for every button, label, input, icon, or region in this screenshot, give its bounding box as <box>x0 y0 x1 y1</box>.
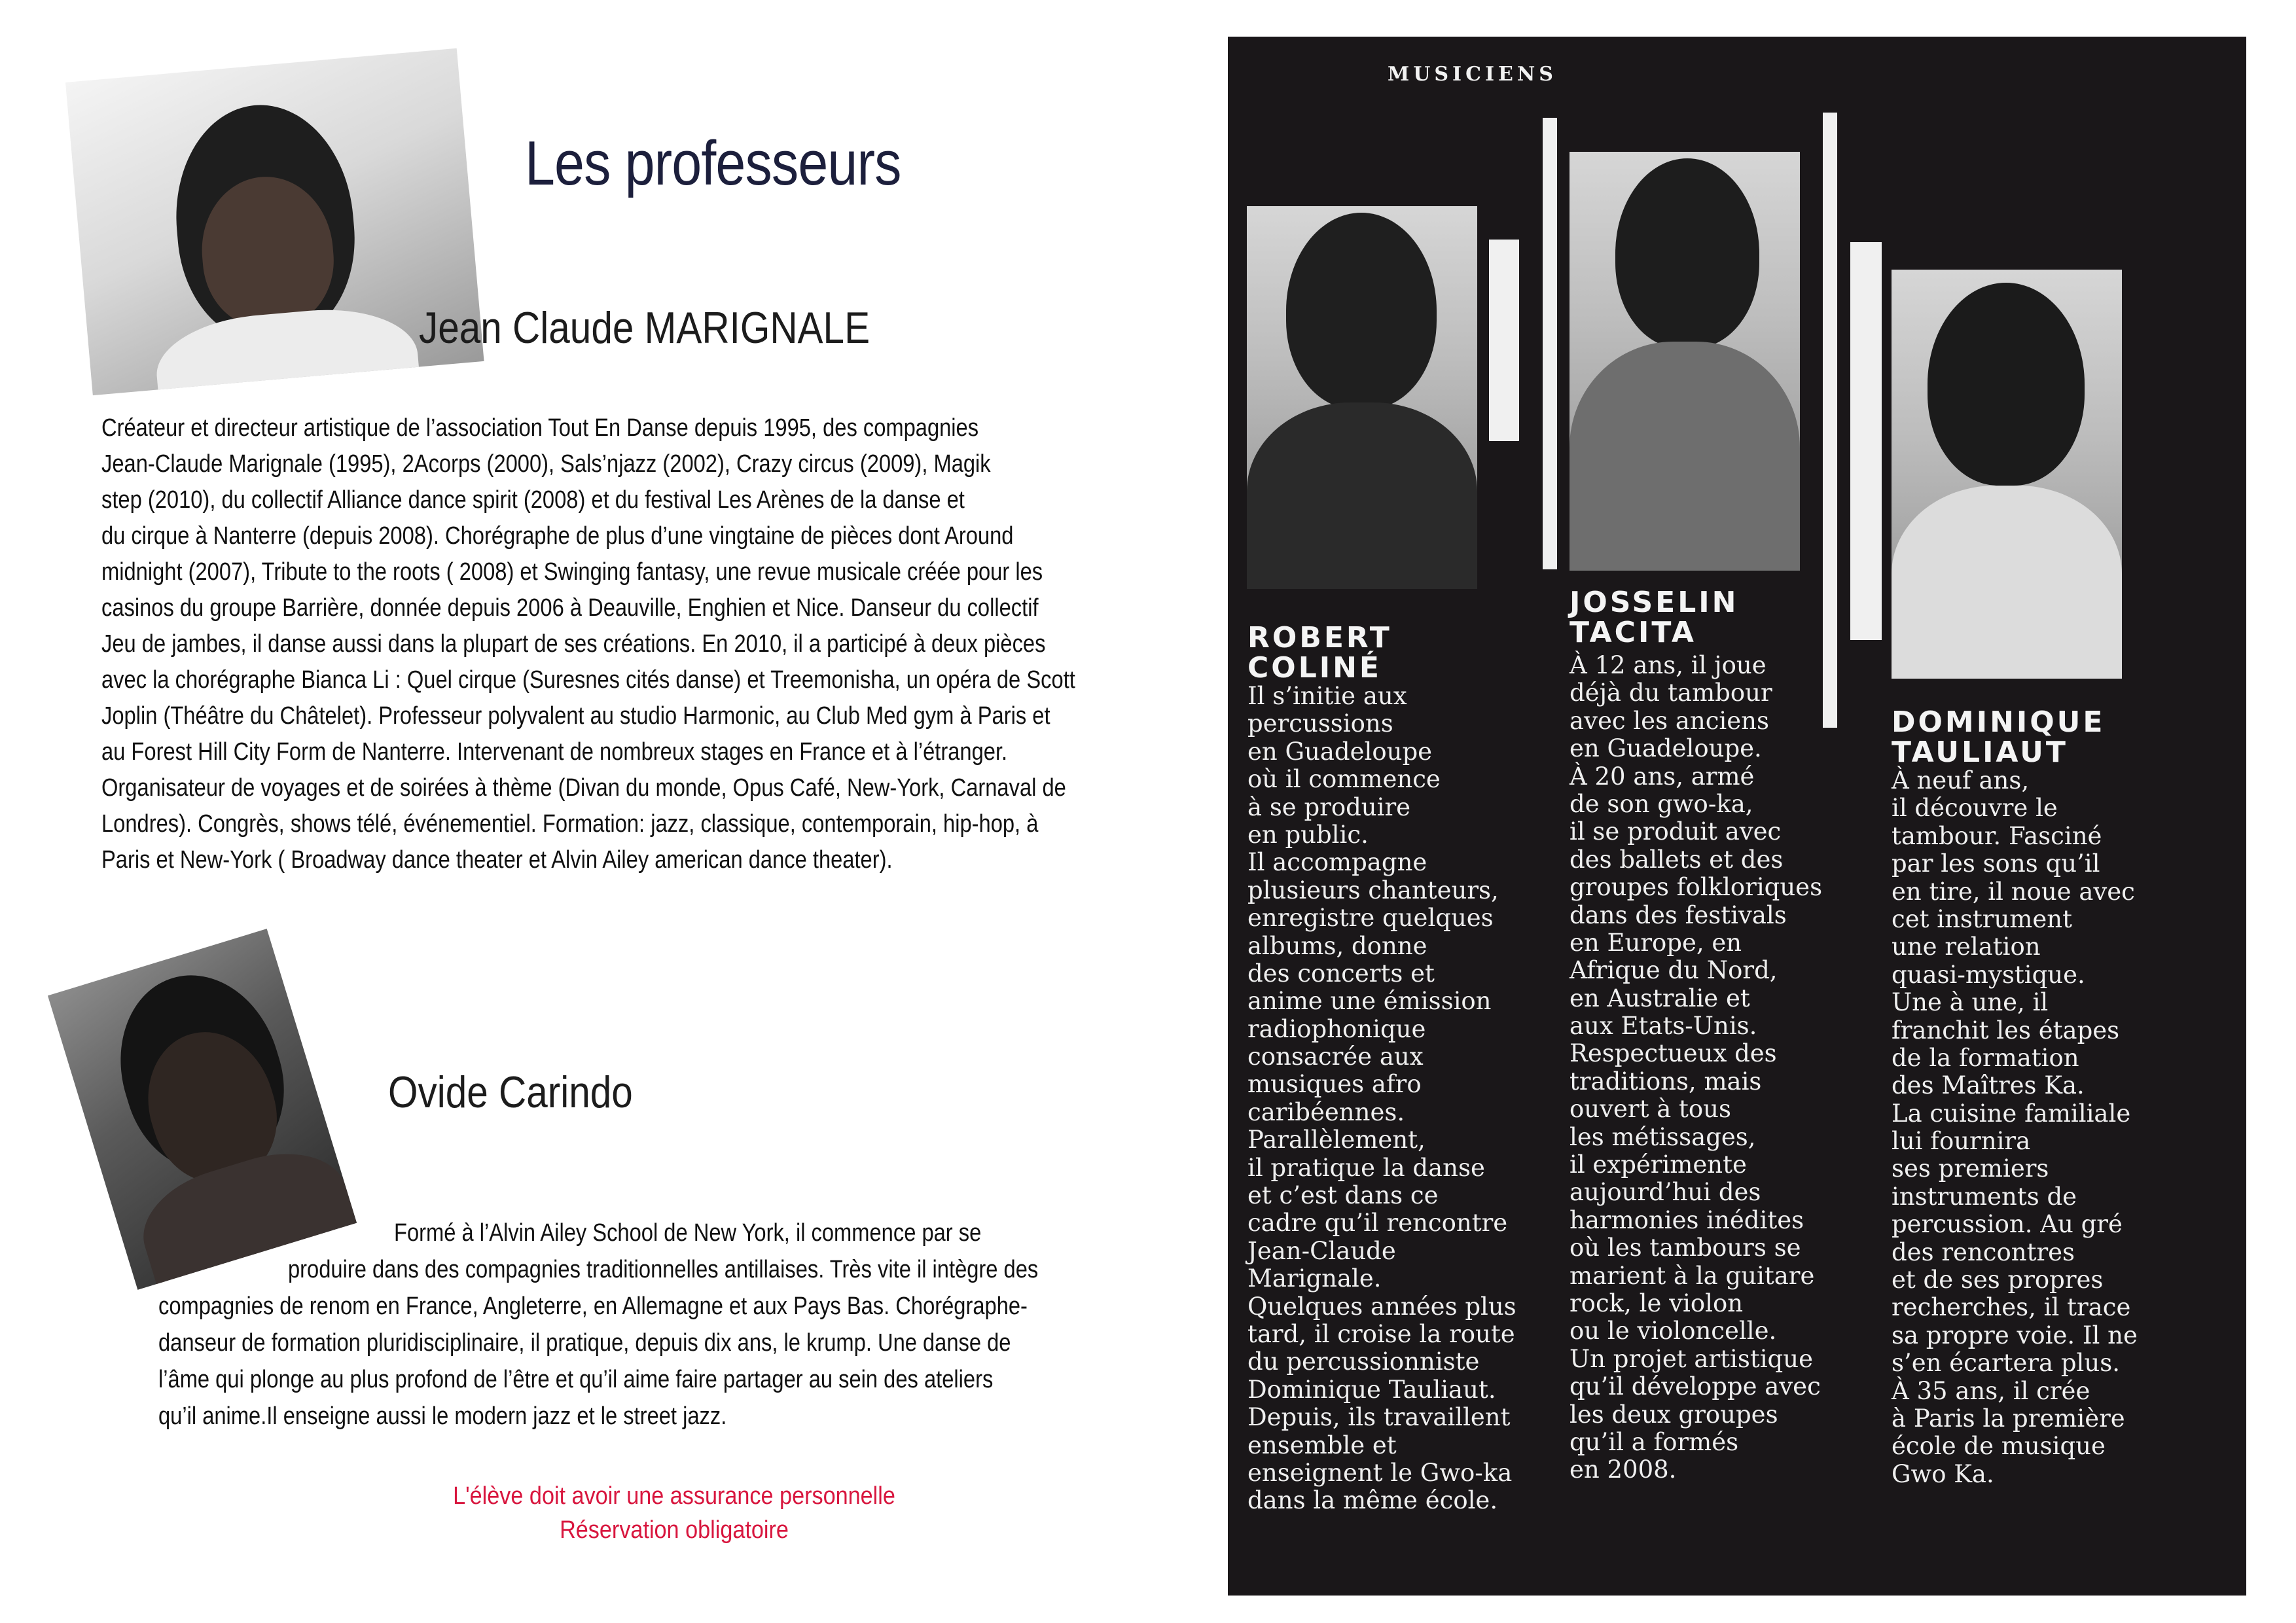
musician-name-dominique-tauliaut <box>1892 707 2105 768</box>
text-line: en 2008. <box>1570 1455 1677 1484</box>
text-line: quasi-mystique. <box>1892 960 2085 989</box>
text-line: harmonies inédites <box>1570 1205 1804 1234</box>
text-line: il expérimente <box>1570 1150 1747 1179</box>
bio-line: l’âme qui plonge au plus profond de l’être et qu’il aime faire partager au sein des ateliers <box>158 1366 994 1393</box>
bio-robert-coline <box>1247 683 1516 1515</box>
bio-line: au Forest Hill City Form de Nanterre. Intervenant de nombreux stages en France et à l’étranger. <box>101 738 1008 766</box>
decorative-bar <box>1850 242 1882 640</box>
text-line: il découvre le <box>1892 794 2058 823</box>
text-line: Parallèlement, <box>1247 1126 1426 1154</box>
text-line: ensemble et <box>1247 1431 1397 1459</box>
text-line: À neuf ans, <box>1892 766 2030 794</box>
text-line: en public. <box>1247 820 1369 849</box>
musician-name-robert-coline <box>1247 623 1392 683</box>
text-line: dans des festivals <box>1570 901 1787 929</box>
photo-josselin-tacita <box>1570 152 1800 571</box>
text-line: groupes folkloriques <box>1570 873 1823 902</box>
text-line: À 35 ans, il crée <box>1892 1376 2090 1405</box>
text-line: en Guadeloupe <box>1247 737 1433 766</box>
bio-line: Organisateur de voyages et de soirées à thème (Divan du monde, Opus Café, New-York, Carnaval de <box>101 774 1066 802</box>
text-line: des rencontres <box>1892 1238 2075 1266</box>
photo-robert-coline <box>1247 206 1477 589</box>
text-line: Quelques années plus <box>1247 1292 1516 1321</box>
text-line: il se produit avec <box>1570 817 1782 846</box>
bio-line: Paris et New-York ( Broadway dance theater et Alvin Ailey american dance theater). <box>101 846 893 874</box>
text-line: sa propre voie. Il ne <box>1892 1321 2138 1349</box>
text-line: tambour. Fasciné <box>1892 821 2102 850</box>
text-line: à se produire <box>1247 793 1411 821</box>
text-line: Afrique du Nord, <box>1570 956 1778 985</box>
text-line: en tire, il noue avec <box>1892 877 2135 906</box>
text-line: de son gwo-ka, <box>1570 789 1753 818</box>
bio-line: Jean-Claude Marignale (1995), 2Acorps (2000), Sals’njazz (2002), Crazy circus (2009), Magik <box>101 450 991 478</box>
text-line: plusieurs chanteurs, <box>1247 876 1499 904</box>
text-line: en Europe, en <box>1570 928 1742 957</box>
name-line: DOMINIQUE <box>1892 705 2106 739</box>
text-line: Respectueux des <box>1570 1039 1777 1068</box>
text-line: La cuisine familiale <box>1892 1099 2131 1128</box>
text-line: école de musique <box>1892 1432 2106 1461</box>
decorative-bar <box>1543 118 1557 569</box>
text-line: franchit les étapes <box>1892 1016 2120 1044</box>
text-line: Une à une, il <box>1892 988 2049 1017</box>
bio-line: du cirque à Nanterre (depuis 2008). Chorégraphe de plus d’une vingtaine de pièces dont Around <box>101 522 1014 550</box>
text-line: ou le violoncelle. <box>1570 1317 1777 1346</box>
bio-line: produire dans des compagnies traditionnelles antillaises. Très vite il intègre des <box>288 1256 1039 1283</box>
name-line: TAULIAUT <box>1892 736 2068 769</box>
text-line: cadre qu’il rencontre <box>1247 1209 1508 1238</box>
page-title: Les professeurs <box>525 128 901 198</box>
text-line: des Maîtres Ka. <box>1892 1071 2085 1100</box>
text-line: du percussionniste <box>1247 1347 1480 1376</box>
text-line: où il commence <box>1247 765 1441 794</box>
text-line: de la formation <box>1892 1043 2079 1072</box>
bio-line: avec la chorégraphe Bianca Li : Quel cirque (Suresnes cités danse) et Treemonisha, un opéra de Scott <box>101 666 1075 694</box>
bio-line: step (2010), du collectif Alliance dance spirit (2008) et du festival Les Arènes de la danse et <box>101 486 965 514</box>
teacher-name-marignale: Jean Claude MARIGNALE <box>419 303 870 353</box>
text-line: Depuis, ils travaillent <box>1247 1403 1511 1432</box>
text-line: où les tambours se <box>1570 1234 1801 1262</box>
decorative-bar <box>1823 113 1837 728</box>
text-line: il pratique la danse <box>1247 1153 1485 1182</box>
text-line: des concerts et <box>1247 959 1435 988</box>
bio-line: danseur de formation pluridisciplinaire, il pratique, depuis dix ans, le krump. Une danse de <box>158 1329 1011 1357</box>
text-line: ouvert à tous <box>1570 1095 1732 1124</box>
bio-line: midnight (2007), Tribute to the roots ( 2008) et Swinging fantasy, une revue musicale créée pour les <box>101 558 1043 586</box>
text-line: qu’il développe avec <box>1570 1372 1821 1401</box>
text-line: percussion. Au gré <box>1892 1210 2123 1239</box>
bio-line: qu’il anime.Il enseigne aussi le modern jazz et le street jazz. <box>158 1402 727 1430</box>
bio-josselin-tacita <box>1570 652 1822 1484</box>
text-line: À 20 ans, armé <box>1570 762 1755 791</box>
bio-line: Londres). Congrès, shows télé, événementiel. Formation: jazz, classique, contemporain, hip-hop, à <box>101 810 1039 838</box>
text-line: s’en écartera plus. <box>1892 1349 2120 1378</box>
text-line: recherches, il trace <box>1892 1293 2131 1322</box>
text-line: aux Etats-Unis. <box>1570 1012 1757 1041</box>
text-line: Il accompagne <box>1247 848 1427 877</box>
reservation-notice: Réservation obligatoire <box>560 1516 789 1544</box>
text-line: déjà du tambour <box>1570 679 1772 707</box>
text-line: tard, il croise la route <box>1247 1319 1515 1348</box>
text-line: traditions, mais <box>1570 1067 1762 1096</box>
text-line: caribéennes. <box>1247 1097 1405 1126</box>
bio-line: Jeu de jambes, il danse aussi dans la plupart de ses créations. En 2010, il a participé à deux pièces <box>101 630 1046 658</box>
text-line: aujourd’hui des <box>1570 1178 1761 1207</box>
text-line: une relation <box>1892 933 2041 961</box>
decorative-bar <box>1489 240 1519 441</box>
text-line: albums, donne <box>1247 931 1427 960</box>
text-line: des ballets et des <box>1570 845 1784 874</box>
text-line: Gwo Ka. <box>1892 1459 1994 1488</box>
bio-dominique-tauliaut <box>1892 767 2138 1488</box>
bio-line: Créateur et directeur artistique de l’association Tout En Danse depuis 1995, des compagnies <box>101 414 979 442</box>
musician-name-josselin-tacita <box>1570 588 1738 648</box>
text-line: et de ses propres <box>1892 1266 2104 1294</box>
text-line: ses premiers <box>1892 1154 2049 1183</box>
photo-dominique-tauliaut <box>1892 270 2122 679</box>
text-line: avec les anciens <box>1570 706 1769 735</box>
text-line: enregistre quelques <box>1247 904 1494 933</box>
bio-marignale <box>101 411 1214 874</box>
name-line: COLINÉ <box>1247 651 1382 685</box>
name-line: TACITA <box>1570 616 1696 649</box>
text-line: consacrée aux <box>1247 1043 1424 1071</box>
bio-line: casinos du groupe Barrière, donnée depuis 2006 à Deauville, Enghien et Nice. Danseur du collectif <box>101 594 1039 622</box>
text-line: à Paris la première <box>1892 1404 2125 1433</box>
text-line: cet instrument <box>1892 904 2072 933</box>
text-line: par les sons qu’il <box>1892 849 2100 878</box>
name-line: JOSSELIN <box>1570 586 1739 619</box>
text-line: Un projet artistique <box>1570 1344 1813 1373</box>
text-line: qu’il a formés <box>1570 1427 1739 1456</box>
insurance-notice: L'élève doit avoir une assurance personnelle <box>453 1482 895 1510</box>
text-line: Marignale. <box>1247 1264 1382 1293</box>
bio-line: compagnies de renom en France, Angleterre, en Allemagne et aux Pays Bas. Chorégraphe- <box>158 1293 1028 1320</box>
text-line: rock, le violon <box>1570 1289 1744 1317</box>
text-line: anime une émission <box>1247 987 1492 1016</box>
text-line: en Guadeloupe. <box>1570 734 1762 763</box>
text-line: Dominique Tauliaut. <box>1247 1375 1496 1404</box>
name-line: ROBERT <box>1247 621 1392 654</box>
bio-line: Joplin (Théâtre du Châtelet). Professeur polyvalent au studio Harmonic, au Club Med gym à Paris et <box>101 702 1050 730</box>
text-line: radiophonique <box>1247 1014 1426 1043</box>
text-line: Jean-Claude <box>1247 1236 1396 1265</box>
text-line: À 12 ans, il joue <box>1570 651 1767 679</box>
text-line: marient à la guitare <box>1570 1261 1815 1290</box>
text-line: et c’est dans ce <box>1247 1181 1439 1210</box>
text-line: musiques afro <box>1247 1070 1422 1099</box>
text-line: lui fournira <box>1892 1127 2031 1156</box>
text-line: percussions <box>1247 709 1393 738</box>
bio-carindo <box>151 1216 1211 1432</box>
section-header: MUSICIENS <box>1388 63 1557 86</box>
bio-line: Formé à l’Alvin Ailey School de New York, il commence par se <box>394 1219 982 1247</box>
text-line: Il s’initie aux <box>1247 682 1407 710</box>
text-line: dans la même école. <box>1247 1486 1498 1515</box>
text-line: enseignent le Gwo-ka <box>1247 1458 1513 1487</box>
text-line: en Australie et <box>1570 984 1750 1012</box>
text-line: instruments de <box>1892 1182 2077 1211</box>
text-line: les métissages, <box>1570 1122 1756 1151</box>
teacher-name-carindo: Ovide Carindo <box>388 1067 633 1117</box>
text-line: les deux groupes <box>1570 1400 1778 1429</box>
